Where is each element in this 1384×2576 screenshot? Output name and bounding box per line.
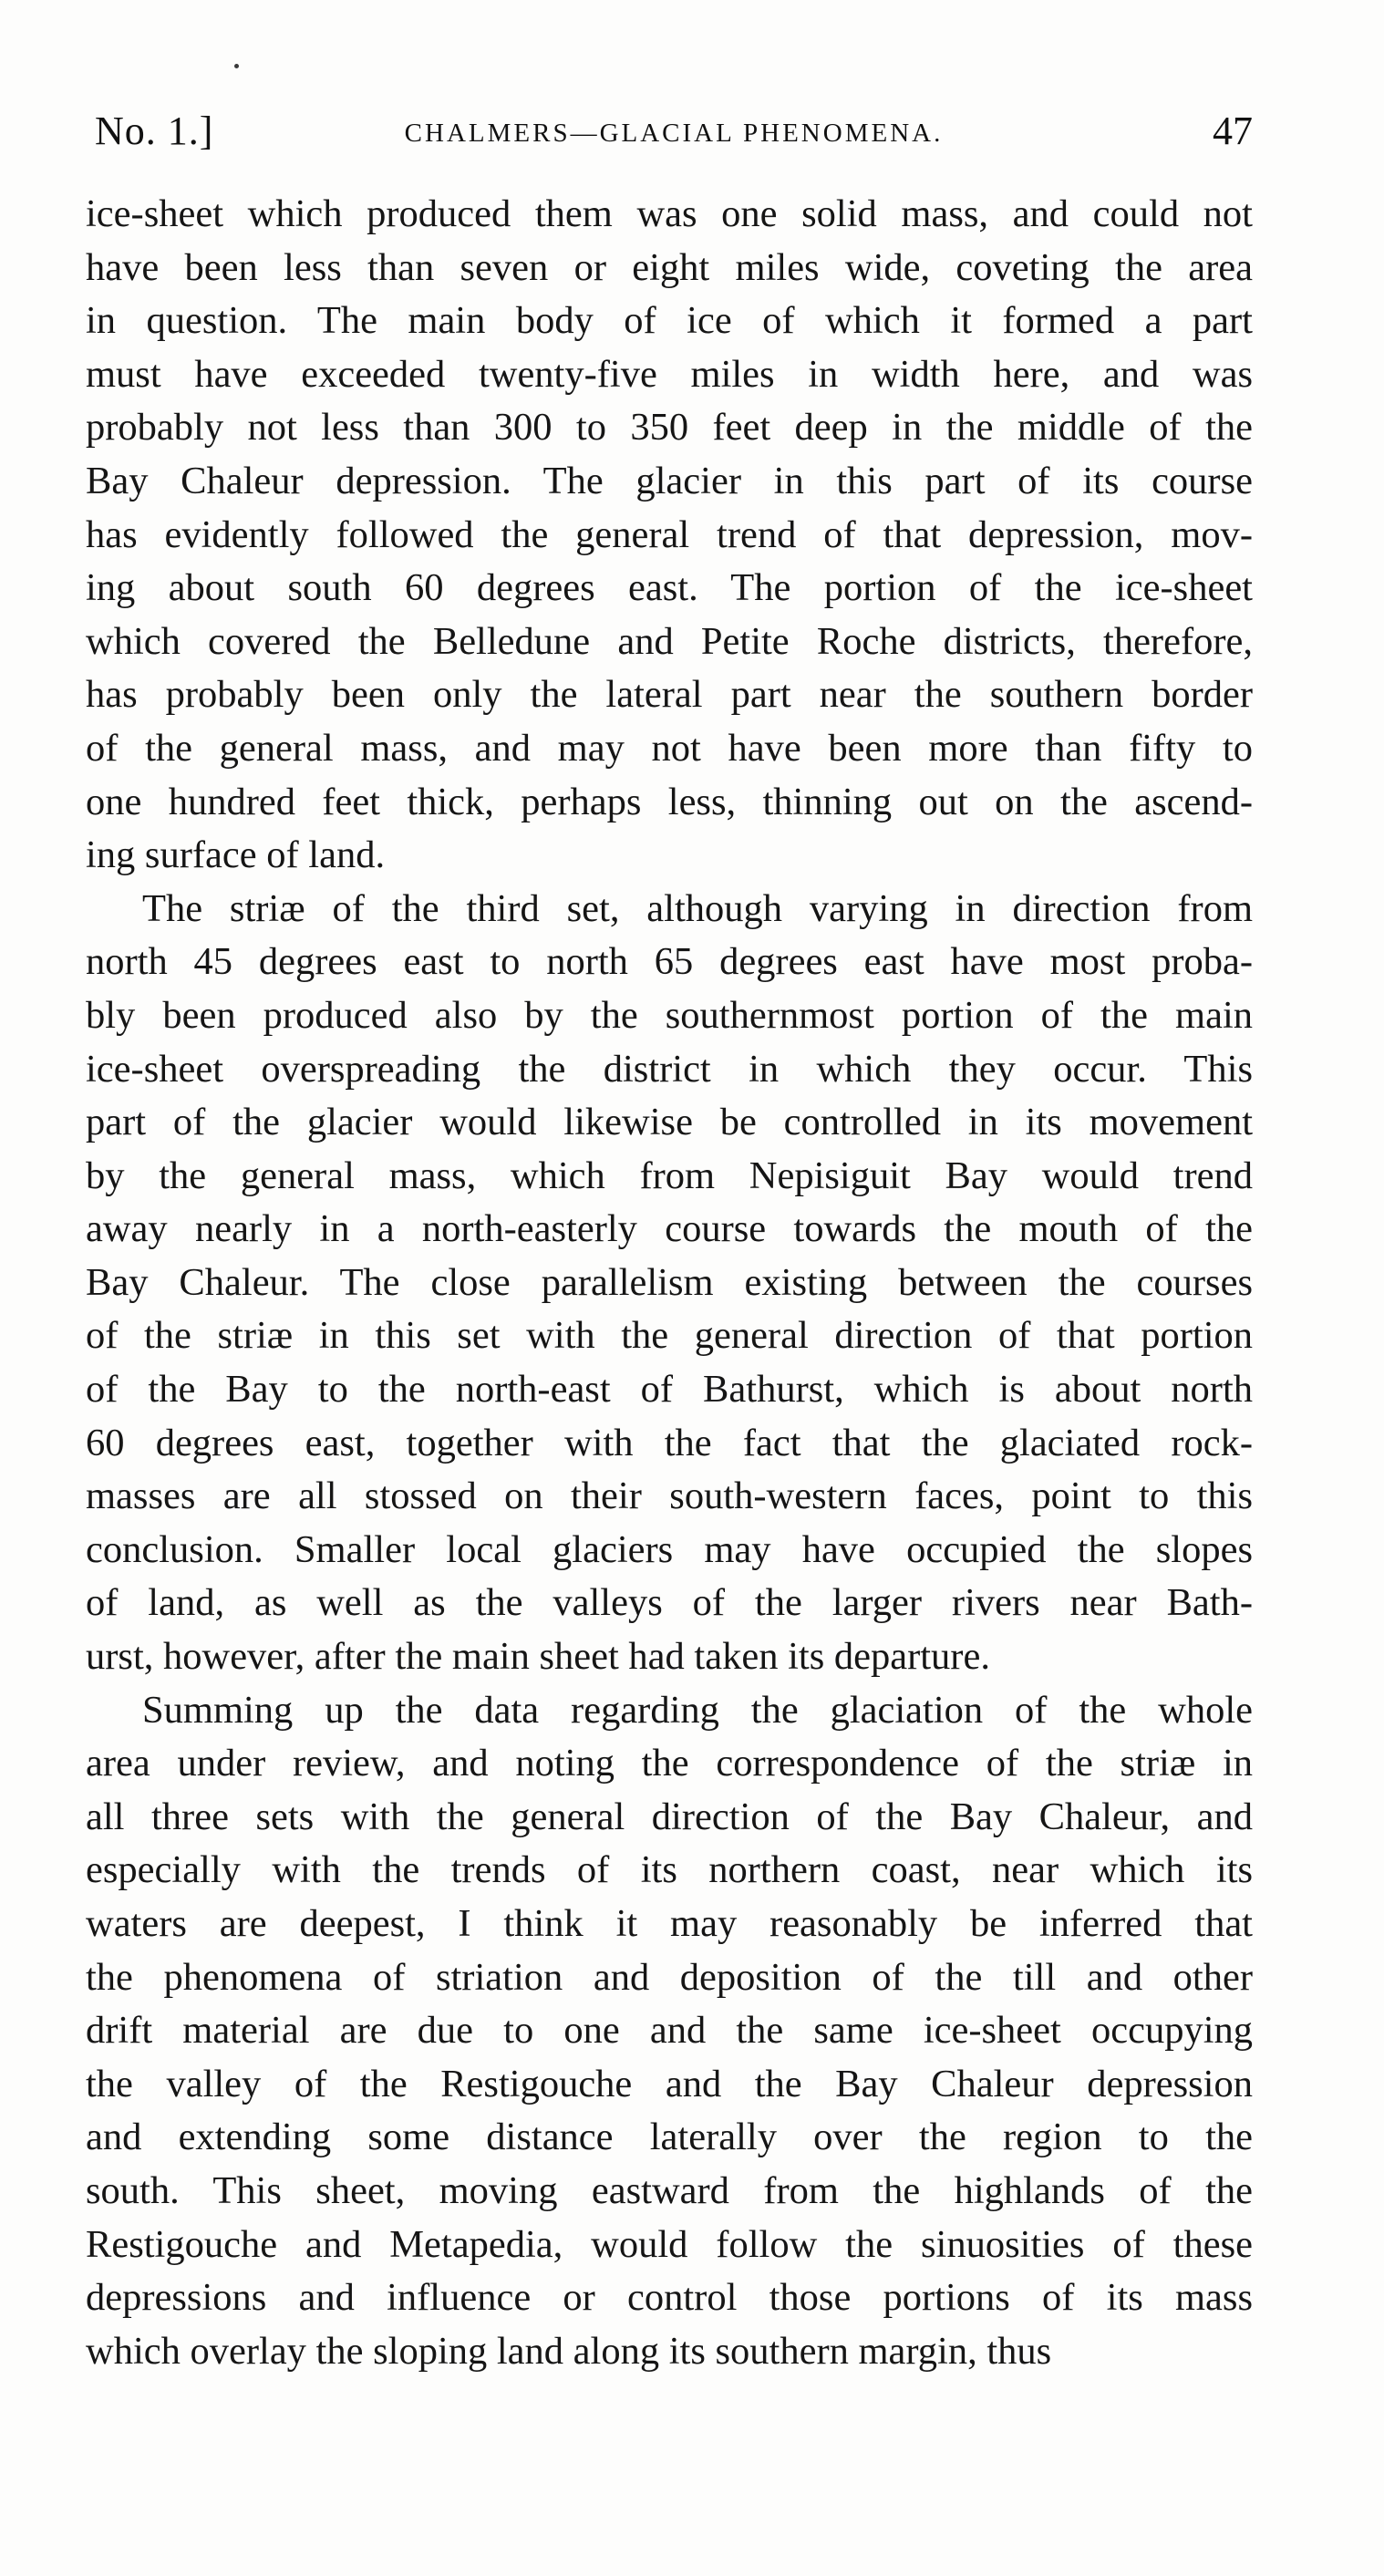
text-line: The striæ of the third set, although varying in direction from [142, 886, 1253, 930]
paragraph [86, 1684, 1253, 2379]
text-line: and extending some distance laterally over the region to the [86, 2116, 1253, 2159]
running-title: CHALMERS—GLACIAL PHENOMENA. [404, 119, 944, 148]
running-header [95, 108, 1253, 171]
text-line: area under review, and noting the correspondence of the striæ in [86, 1742, 1253, 1785]
text-line: drift material are due to one and the same ice-sheet occupying [86, 2009, 1253, 2053]
text-line: Summing up the data regarding the glaciation of the whole [142, 1688, 1253, 1732]
text-line: probably not less than 300 to 350 feet deep in the middle of the [86, 406, 1253, 450]
text-line: ing surface of land. [86, 833, 386, 877]
text-line: ing about south 60 degrees east. The portion of the ice-sheet [86, 566, 1253, 610]
text-line: waters are deepest, I think it may reasonably be inferred that [86, 1902, 1253, 1945]
text-line: of land, as well as the valleys of the larger rivers near Bath- [86, 1581, 1253, 1625]
text-line: the phenomena of striation and deposition of the till and other [86, 1955, 1253, 1999]
text-line: the valley of the Restigouche and the Bay Chaleur depression [86, 2062, 1253, 2105]
text-line: Restigouche and Metapedia, would follow the sinuosities of these [86, 2222, 1253, 2266]
text-line: have been less than seven or eight miles wide, coveting the area [86, 245, 1253, 289]
text-line: must have exceeded twenty-five miles in width here, and was [86, 352, 1253, 396]
text-line: 60 degrees east, together with the fact that the glaciated rock- [86, 1421, 1253, 1464]
text-line: by the general mass, which from Nepisiguit Bay would trend [86, 1154, 1253, 1197]
text-line: one hundred feet thick, perhaps less, thinning out on the ascend- [86, 780, 1253, 823]
text-line: ice-sheet overspreading the district in which they occur. This [86, 1047, 1253, 1091]
text-line: especially with the trends of its northern coast, near which its [86, 1848, 1253, 1892]
text-line: Bay Chaleur depression. The glacier in this part of its course [86, 459, 1253, 502]
text-line: south. This sheet, moving eastward from the highlands of the [86, 2168, 1253, 2212]
body-text [86, 188, 1253, 2378]
text-line: of the striæ in this set with the general direction of that portion [86, 1314, 1253, 1358]
text-line: conclusion. Smaller local glaciers may have occupied the slopes [86, 1527, 1253, 1571]
text-line: depressions and influence or control those portions of its mass [86, 2276, 1253, 2320]
text-line: north 45 degrees east to north 65 degrees east have most proba- [86, 940, 1253, 984]
text-line: masses are all stossed on their south-western faces, point to this [86, 1474, 1253, 1518]
text-line: which covered the Belledune and Petite Roche districts, therefore, [86, 619, 1253, 663]
text-line: has evidently followed the general trend of that depression, mov- [86, 512, 1253, 556]
text-line: Bay Chaleur. The close parallelism existing between the courses [86, 1260, 1253, 1304]
text-line: bly been produced also by the southernmost portion of the main [86, 993, 1253, 1037]
text-line: all three sets with the general direction of the Bay Chaleur, and [86, 1795, 1253, 1838]
paragraph [86, 883, 1253, 1684]
ink-speck [234, 64, 239, 68]
page-number: 47 [1213, 109, 1253, 153]
text-line: in question. The main body of ice of which it formed a part [86, 299, 1253, 343]
text-line: of the Bay to the north-east of Bathurst, which is about north [86, 1368, 1253, 1412]
text-line: part of the glacier would likewise be controlled in its movement [86, 1101, 1253, 1144]
text-line: ice-sheet which produced them was one solid mass, and could not [86, 192, 1253, 235]
text-line: has probably been only the lateral part near the southern border [86, 673, 1253, 717]
paragraph [86, 188, 1253, 883]
text-line: of the general mass, and may not have been more than fifty to [86, 726, 1253, 770]
text-line: urst, however, after the main sheet had taken its departure. [86, 1635, 990, 1679]
text-line: away nearly in a north-easterly course towards the mouth of the [86, 1207, 1253, 1251]
issue-label: No. 1.] [95, 109, 214, 153]
text-line: which overlay the sloping land along its southern margin, thus [86, 2329, 1052, 2373]
